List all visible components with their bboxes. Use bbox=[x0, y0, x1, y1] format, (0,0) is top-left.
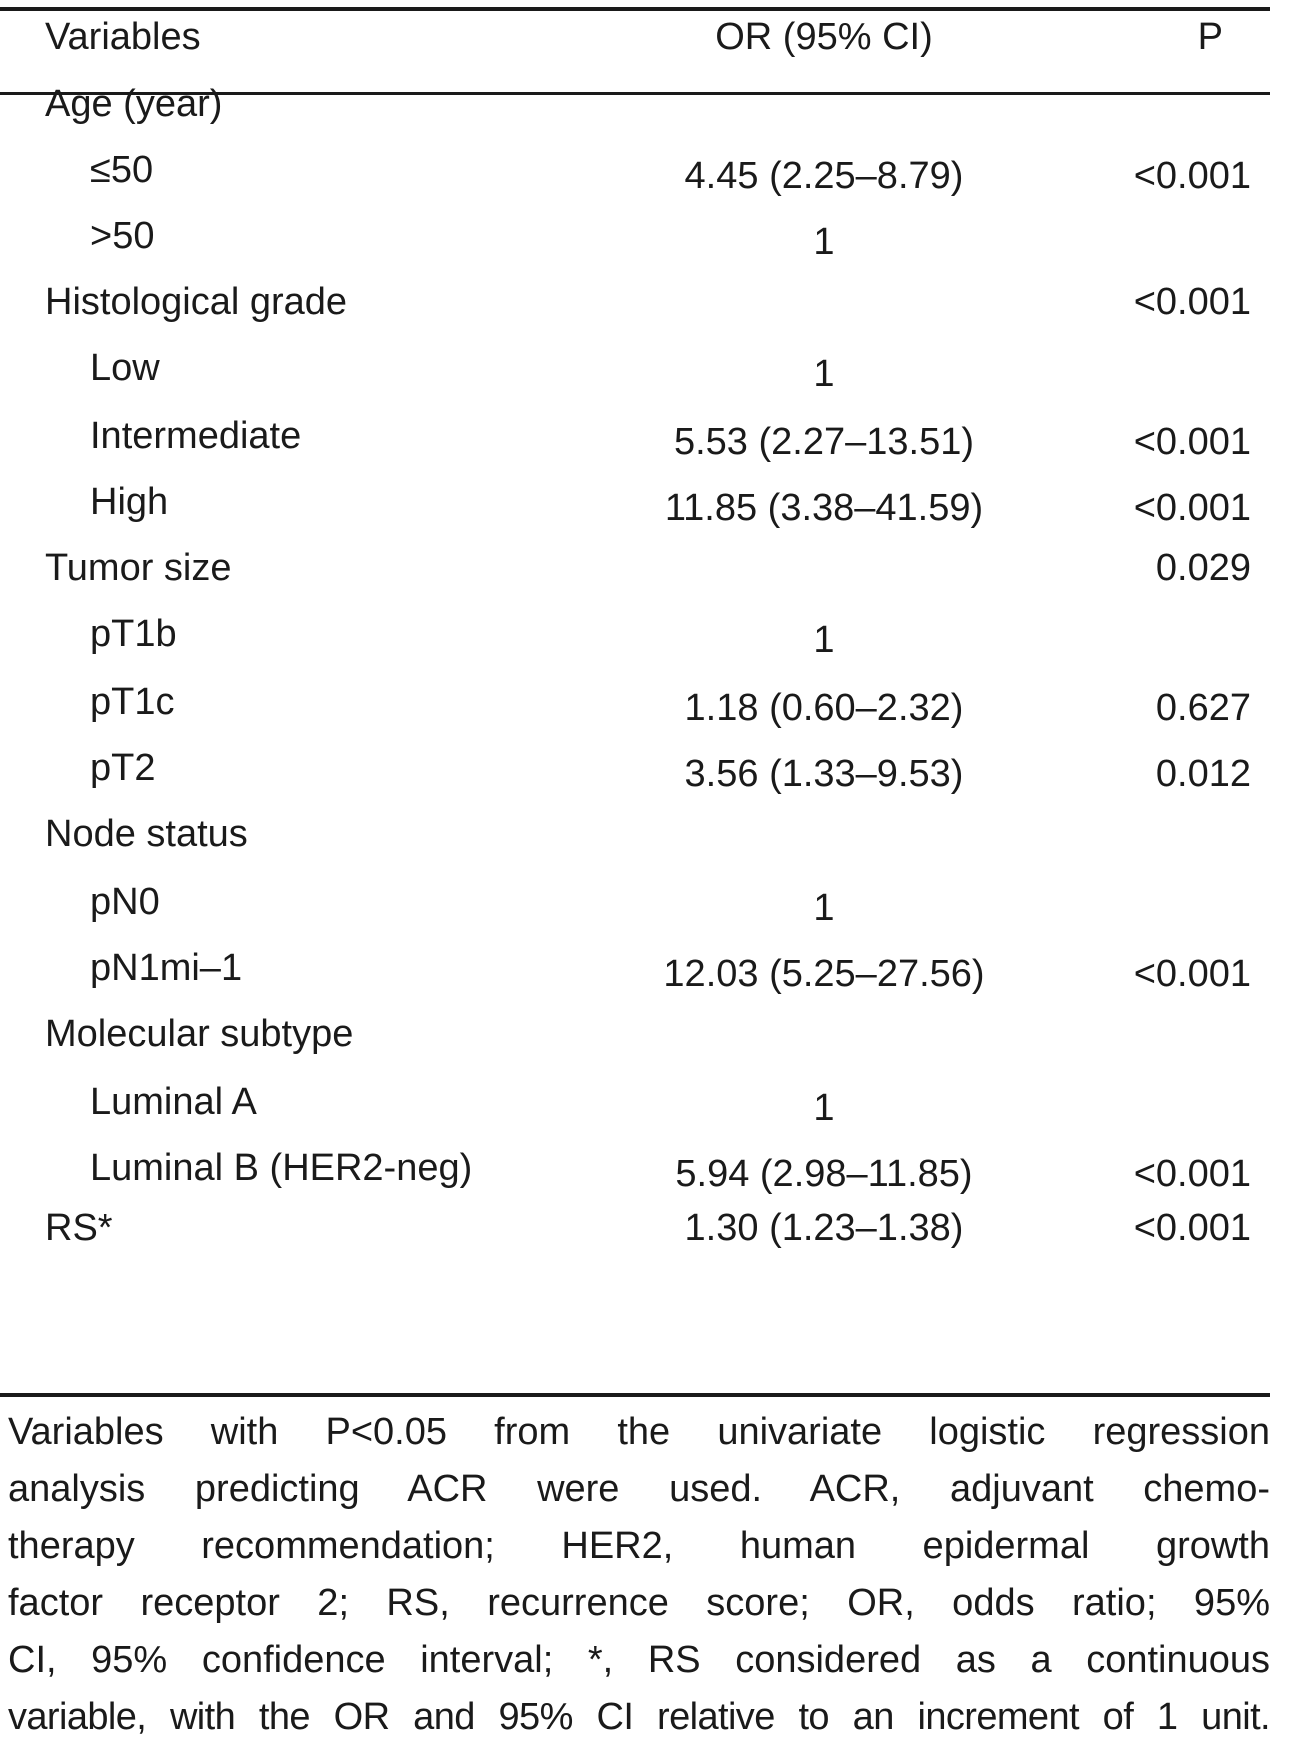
row-label: Tumor size bbox=[45, 547, 232, 589]
row-label: Age (year) bbox=[45, 83, 223, 125]
row-or-value: 3.56 (1.33–9.53) bbox=[684, 753, 964, 795]
row-p-value: <0.001 bbox=[1133, 487, 1251, 529]
row-label: pT1c bbox=[90, 681, 175, 723]
footnote-line: analysis predicting ACR were used. ACR, adjuvant chemo- bbox=[8, 1468, 1270, 1510]
row-label: Intermediate bbox=[90, 415, 302, 457]
row-or-value: 4.45 (2.25–8.79) bbox=[684, 155, 964, 197]
row-label: pT1b bbox=[90, 613, 177, 655]
row-label: pT2 bbox=[90, 747, 156, 789]
header-p: P bbox=[1197, 16, 1223, 58]
row-label: Molecular subtype bbox=[45, 1013, 354, 1055]
row-label: Node status bbox=[45, 813, 248, 855]
row-or-value: 12.03 (5.25–27.56) bbox=[663, 953, 985, 995]
row-p-value: <0.001 bbox=[1133, 953, 1251, 995]
row-or-value: 5.94 (2.98–11.85) bbox=[675, 1153, 973, 1195]
row-label: ≤50 bbox=[90, 149, 154, 191]
header-or: OR (95% CI) bbox=[715, 16, 933, 58]
row-or-value: 11.85 (3.38–41.59) bbox=[664, 487, 984, 529]
row-or-value: 1 bbox=[813, 1087, 835, 1129]
footnote-line: Variables with P<0.05 from the univariate logistic regression bbox=[8, 1411, 1270, 1453]
row-or-value: 1 bbox=[813, 887, 835, 929]
row-label: High bbox=[90, 481, 169, 523]
row-label: pN1mi–1 bbox=[90, 947, 243, 989]
row-p-value: <0.001 bbox=[1133, 1207, 1251, 1249]
row-label: Luminal A bbox=[90, 1081, 257, 1123]
row-p-value: <0.001 bbox=[1133, 281, 1251, 323]
table-footnote bbox=[8, 1404, 1270, 1746]
row-label: >50 bbox=[90, 215, 155, 257]
row-label: RS* bbox=[45, 1207, 113, 1249]
row-p-value: 0.012 bbox=[1155, 753, 1251, 795]
row-or-value: 5.53 (2.27–13.51) bbox=[673, 421, 974, 463]
row-label: pN0 bbox=[90, 881, 160, 923]
footnote-line: therapy recommendation; HER2, human epidermal growth bbox=[8, 1525, 1270, 1567]
row-or-value: 1.18 (0.60–2.32) bbox=[684, 687, 964, 729]
table-top-rule bbox=[0, 7, 1270, 11]
row-p-value: <0.001 bbox=[1133, 1153, 1251, 1195]
footnote-line: variable, with the OR and 95% CI relative to an increment of 1 unit. bbox=[8, 1696, 1270, 1738]
row-or-value: 1 bbox=[813, 353, 835, 395]
row-or-value: 1.30 (1.23–1.38) bbox=[684, 1207, 964, 1249]
row-or-value: 1 bbox=[813, 221, 835, 263]
row-label: Low bbox=[90, 347, 160, 389]
row-p-value: 0.627 bbox=[1155, 687, 1251, 729]
table-bottom-rule bbox=[0, 1393, 1270, 1397]
header-variables: Variables bbox=[45, 16, 201, 58]
row-p-value: <0.001 bbox=[1133, 421, 1251, 463]
footnote-line: factor receptor 2; RS, recurrence score; OR, odds ratio; 95% bbox=[8, 1582, 1270, 1624]
footnote-line: CI, 95% confidence interval; *, RS considered as a continuous bbox=[8, 1639, 1270, 1681]
row-label: Histological grade bbox=[45, 281, 348, 323]
row-p-value: <0.001 bbox=[1133, 155, 1251, 197]
row-p-value: 0.029 bbox=[1155, 547, 1251, 589]
row-label: Luminal B (HER2-neg) bbox=[90, 1147, 473, 1189]
row-or-value: 1 bbox=[813, 619, 835, 661]
